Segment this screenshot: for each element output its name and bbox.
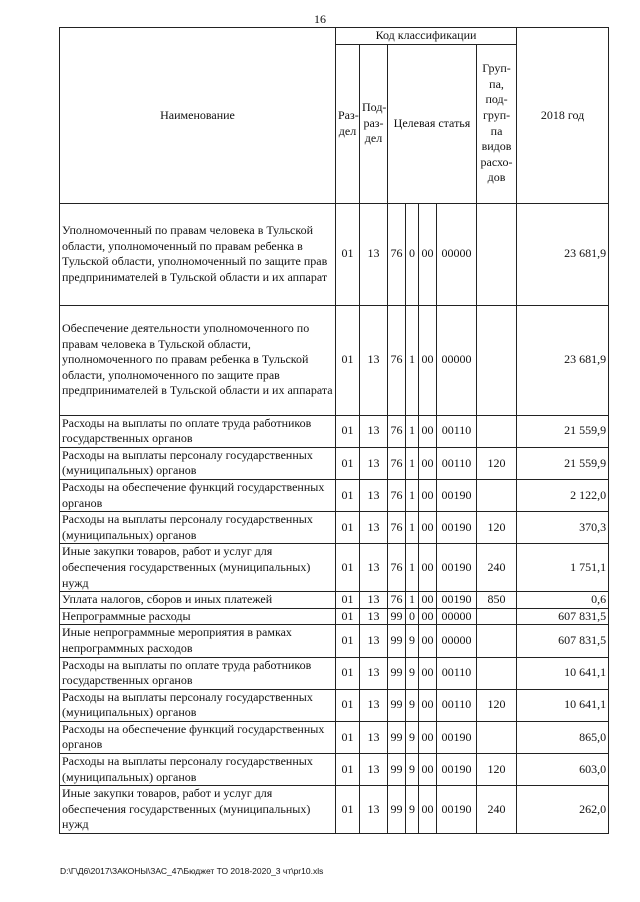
row-subsection: 13: [360, 512, 388, 544]
row-section: 01: [336, 447, 360, 479]
table-row: [60, 625, 609, 657]
budget-table: [59, 27, 609, 834]
row-target-3: 00: [419, 689, 437, 721]
row-target-3: 00: [419, 544, 437, 592]
row-target-1: 76: [388, 447, 406, 479]
row-section: 01: [336, 786, 360, 834]
row-target-3: 00: [419, 592, 437, 609]
row-subsection: 13: [360, 657, 388, 689]
row-name: Иные непрограммные мероприятия в рамках непрограммных расходов: [60, 625, 336, 657]
table-row: [60, 608, 609, 625]
row-target-4: 00190: [437, 512, 477, 544]
table-row: [60, 689, 609, 721]
row-target-4: 00190: [437, 544, 477, 592]
row-expense-type: 120: [477, 689, 517, 721]
row-name: Расходы на выплаты по оплате труда работников государственных органов: [60, 657, 336, 689]
row-name: Уполномоченный по правам человека в Тульской области, уполномоченный по правам ребенка в Тульской области, уполномоченный по защите прав предпринимателей в Тульской области и их аппарат: [60, 203, 336, 305]
row-target-3: 00: [419, 479, 437, 511]
table-row: [60, 544, 609, 592]
table-row: [60, 305, 609, 415]
row-target-3: 00: [419, 203, 437, 305]
row-expense-type: 120: [477, 512, 517, 544]
row-target-2: 9: [406, 754, 419, 786]
row-target-1: 76: [388, 512, 406, 544]
header-section: Раз- дел: [336, 44, 360, 203]
row-target-3: 00: [419, 786, 437, 834]
row-expense-type: [477, 608, 517, 625]
row-subsection: 13: [360, 786, 388, 834]
row-section: 01: [336, 657, 360, 689]
row-section: 01: [336, 544, 360, 592]
row-target-4: 00190: [437, 592, 477, 609]
row-target-4: 00110: [437, 689, 477, 721]
row-target-2: 9: [406, 786, 419, 834]
row-amount: 10 641,1: [517, 657, 609, 689]
row-section: 01: [336, 625, 360, 657]
file-path-footer: D:\Г\Д6\2017\ЗАКОНЫ\ЗАС_47\Бюджет ТО 2018-2020_3 чт\pr10.xls: [60, 866, 324, 876]
row-target-1: 99: [388, 625, 406, 657]
row-target-1: 76: [388, 415, 406, 447]
row-amount: 865,0: [517, 721, 609, 753]
row-amount: 21 559,9: [517, 447, 609, 479]
row-name: Иные закупки товаров, работ и услуг для обеспечения государственных (муниципальных) нужд: [60, 544, 336, 592]
row-expense-type: 240: [477, 544, 517, 592]
row-target-4: 00110: [437, 415, 477, 447]
row-target-1: 99: [388, 657, 406, 689]
row-amount: 262,0: [517, 786, 609, 834]
row-expense-type: [477, 721, 517, 753]
row-target-3: 00: [419, 754, 437, 786]
row-target-4: 00000: [437, 625, 477, 657]
row-target-3: 00: [419, 657, 437, 689]
row-target-2: 1: [406, 512, 419, 544]
table-row: [60, 479, 609, 511]
row-target-4: 00000: [437, 305, 477, 415]
row-target-2: 1: [406, 447, 419, 479]
row-expense-type: [477, 203, 517, 305]
row-target-4: 00000: [437, 203, 477, 305]
table-row: [60, 203, 609, 305]
row-subsection: 13: [360, 544, 388, 592]
row-amount: 2 122,0: [517, 479, 609, 511]
row-target-1: 76: [388, 592, 406, 609]
row-target-1: 76: [388, 305, 406, 415]
row-target-4: 00190: [437, 786, 477, 834]
row-name: Непрограммные расходы: [60, 608, 336, 625]
row-section: 01: [336, 479, 360, 511]
row-target-2: 9: [406, 721, 419, 753]
row-amount: 21 559,9: [517, 415, 609, 447]
row-amount: 0,6: [517, 592, 609, 609]
row-target-4: 00000: [437, 608, 477, 625]
row-target-4: 00110: [437, 657, 477, 689]
row-section: 01: [336, 512, 360, 544]
row-amount: 370,3: [517, 512, 609, 544]
row-target-4: 00190: [437, 479, 477, 511]
row-subsection: 13: [360, 689, 388, 721]
row-subsection: 13: [360, 479, 388, 511]
row-target-2: 1: [406, 415, 419, 447]
row-section: 01: [336, 415, 360, 447]
row-target-1: 76: [388, 479, 406, 511]
table-row: [60, 786, 609, 834]
row-target-2: 1: [406, 305, 419, 415]
row-expense-type: [477, 479, 517, 511]
row-target-1: 99: [388, 754, 406, 786]
row-target-3: 00: [419, 305, 437, 415]
row-expense-type: 850: [477, 592, 517, 609]
row-subsection: 13: [360, 203, 388, 305]
table-row: [60, 447, 609, 479]
row-expense-type: [477, 415, 517, 447]
row-expense-type: [477, 657, 517, 689]
row-amount: 23 681,9: [517, 203, 609, 305]
row-target-4: 00190: [437, 721, 477, 753]
row-name: Уплата налогов, сборов и иных платежей: [60, 592, 336, 609]
row-target-2: 9: [406, 625, 419, 657]
row-expense-type: 120: [477, 754, 517, 786]
row-target-2: 0: [406, 203, 419, 305]
page-number: 16: [314, 12, 326, 26]
row-target-1: 99: [388, 689, 406, 721]
row-name: Расходы на обеспечение функций государственных органов: [60, 721, 336, 753]
row-target-1: 99: [388, 786, 406, 834]
row-target-3: 00: [419, 415, 437, 447]
row-target-3: 00: [419, 625, 437, 657]
row-amount: 1 751,1: [517, 544, 609, 592]
row-expense-type: [477, 625, 517, 657]
row-target-3: 00: [419, 447, 437, 479]
row-name: Расходы на выплаты персоналу государственных (муниципальных) органов: [60, 512, 336, 544]
header-subsection: Под- раз- дел: [360, 44, 388, 203]
row-target-2: 0: [406, 608, 419, 625]
row-section: 01: [336, 592, 360, 609]
table-row: [60, 721, 609, 753]
row-target-3: 00: [419, 721, 437, 753]
row-name: Расходы на выплаты персоналу государственных (муниципальных) органов: [60, 447, 336, 479]
header-expense-type: Груп- па, под- груп- па видов расхо- дов: [477, 44, 517, 203]
row-name: Расходы на выплаты персоналу государственных (муниципальных) органов: [60, 754, 336, 786]
header-year: 2018 год: [517, 28, 609, 204]
row-section: 01: [336, 754, 360, 786]
row-section: 01: [336, 203, 360, 305]
row-target-4: 00110: [437, 447, 477, 479]
row-target-2: 9: [406, 689, 419, 721]
row-subsection: 13: [360, 625, 388, 657]
row-section: 01: [336, 721, 360, 753]
header-classification: Код классификации: [336, 28, 517, 45]
row-target-1: 76: [388, 203, 406, 305]
row-section: 01: [336, 689, 360, 721]
row-target-1: 76: [388, 544, 406, 592]
row-subsection: 13: [360, 592, 388, 609]
row-name: Обеспечение деятельности уполномоченного по правам человека в Тульской области, уполномоченного по правам ребенка в Тульской области, уполномоченного по защите прав предпринимателей в Тульской области и их аппарата: [60, 305, 336, 415]
row-name: Иные закупки товаров, работ и услуг для обеспечения государственных (муниципальных) нужд: [60, 786, 336, 834]
row-subsection: 13: [360, 608, 388, 625]
row-target-3: 00: [419, 512, 437, 544]
row-amount: 607 831,5: [517, 608, 609, 625]
row-target-2: 1: [406, 592, 419, 609]
row-target-2: 9: [406, 657, 419, 689]
row-expense-type: 120: [477, 447, 517, 479]
row-expense-type: [477, 305, 517, 415]
row-name: Расходы на обеспечение функций государственных органов: [60, 479, 336, 511]
row-expense-type: 240: [477, 786, 517, 834]
table-row: [60, 592, 609, 609]
row-subsection: 13: [360, 754, 388, 786]
row-subsection: 13: [360, 415, 388, 447]
table-row: [60, 415, 609, 447]
row-target-1: 99: [388, 721, 406, 753]
row-target-1: 99: [388, 608, 406, 625]
header-name: Наименование: [60, 28, 336, 204]
row-target-3: 00: [419, 608, 437, 625]
row-amount: 607 831,5: [517, 625, 609, 657]
row-subsection: 13: [360, 305, 388, 415]
table-row: [60, 657, 609, 689]
row-amount: 10 641,1: [517, 689, 609, 721]
row-name: Расходы на выплаты по оплате труда работников государственных органов: [60, 415, 336, 447]
row-amount: 603,0: [517, 754, 609, 786]
row-target-2: 1: [406, 544, 419, 592]
row-section: 01: [336, 608, 360, 625]
table-row: [60, 512, 609, 544]
row-target-2: 1: [406, 479, 419, 511]
row-name: Расходы на выплаты персоналу государственных (муниципальных) органов: [60, 689, 336, 721]
header-target-article: Целевая статья: [388, 44, 477, 203]
row-target-4: 00190: [437, 754, 477, 786]
row-amount: 23 681,9: [517, 305, 609, 415]
row-subsection: 13: [360, 721, 388, 753]
table-row: [60, 754, 609, 786]
row-section: 01: [336, 305, 360, 415]
row-subsection: 13: [360, 447, 388, 479]
